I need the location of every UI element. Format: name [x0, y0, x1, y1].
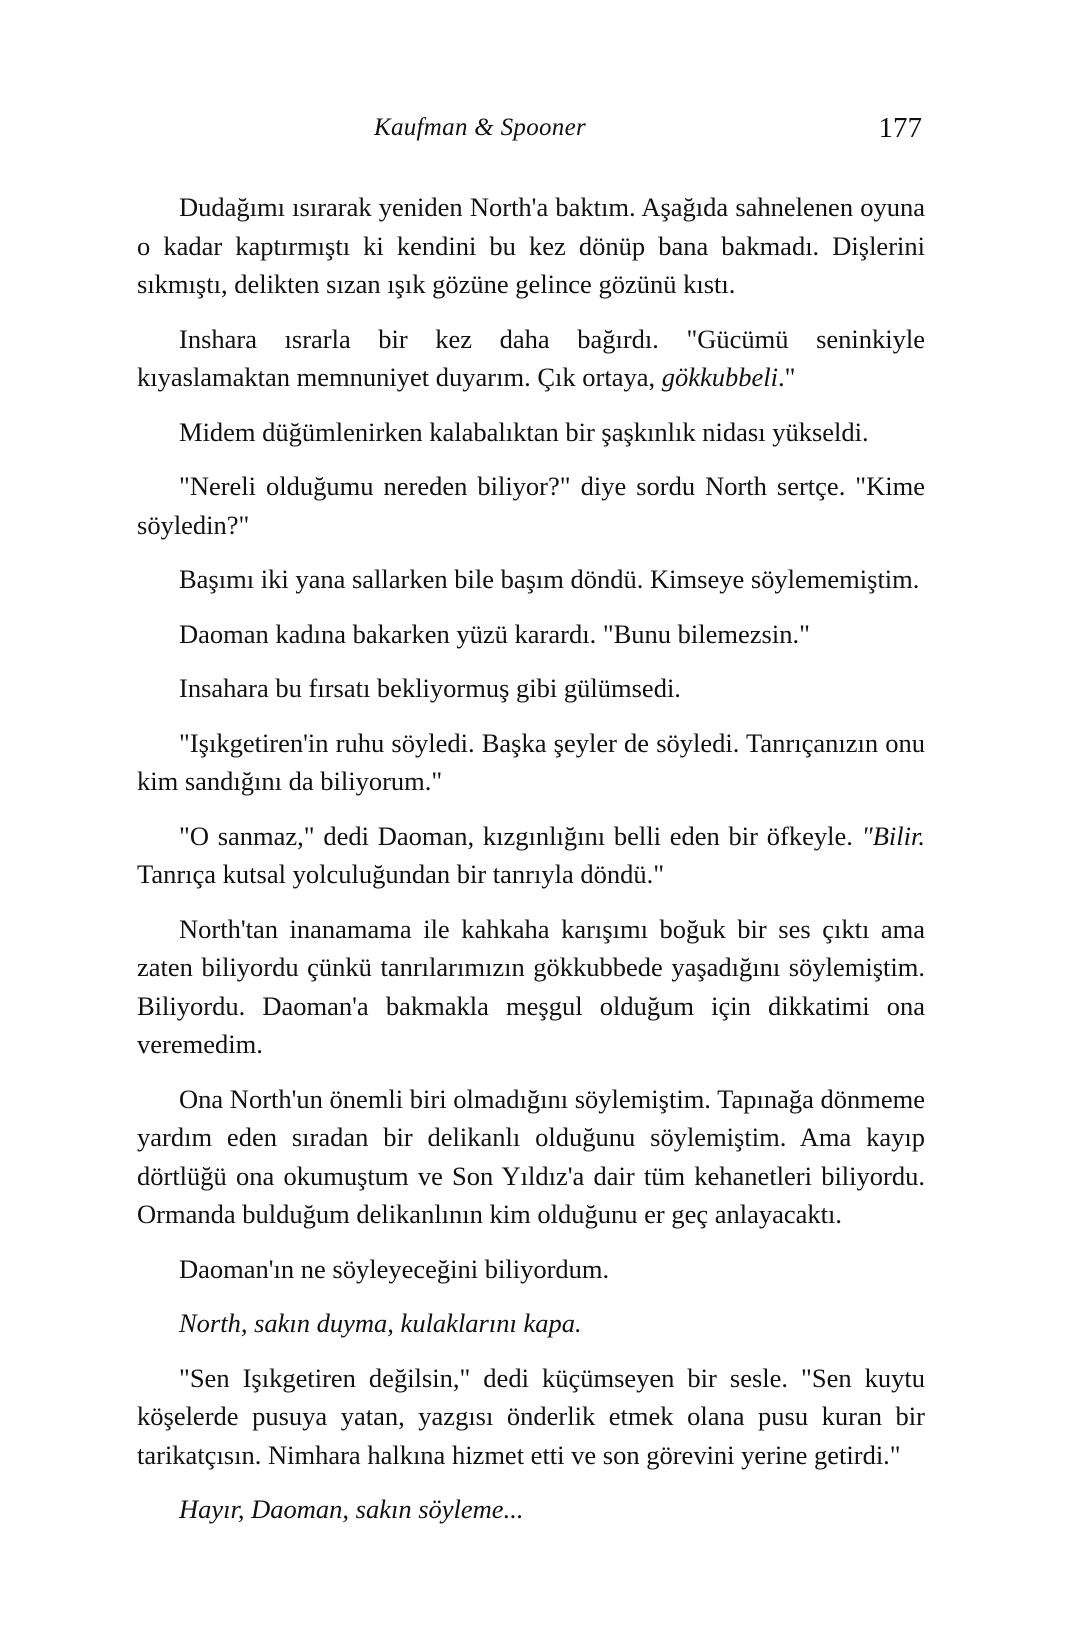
paragraph: Başımı iki yana sallarken bile başım döndü. Kimseye söylememiştim. — [179, 564, 920, 594]
paragraph: Midem düğümlenirken kalabalıktan bir şaşkınlık nidası yükseldi. — [179, 416, 869, 447]
emphasis-text: gökkubbeli — [661, 362, 778, 392]
paragraph: Dudağımı ısırarak yeniden North'a baktım. Aşağıda sahnelenen oyuna o kadar kaptırmıştı ki kendini bu kez dönüp bana bakmadı. Dişlerini sıkmıştı, delikten sızan ışık gözüne gelince gözünü kıstı. — [137, 192, 925, 299]
paragraph: "Nereli olduğumu nereden biliyor?" diye sordu North sertçe. "Kime söyledin?" — [137, 471, 925, 540]
paragraph: Daoman'ın ne söyleyeceğini biliyordum. — [179, 1253, 610, 1284]
paragraph — [137, 320, 925, 397]
italic-thought: North, sakın duyma, kulaklarını kapa. — [179, 1308, 582, 1338]
paragraph-text: "O sanmaz," dedi Daoman, kızgınlığını belli eden bir öfkeyle. — [179, 820, 862, 851]
emphasis-text: "Bilir. — [861, 820, 925, 851]
body-text — [137, 188, 925, 1545]
paragraph-text: Tanrıça kutsal yolculuğundan bir tanrıyla döndü." — [137, 859, 665, 889]
paragraph: "Işıkgetiren'in ruhu söyledi. Başka şeyler de söyledi. Tanrıçanızın onu kim sandığını da biliyorum." — [137, 727, 925, 796]
paragraph-text: Inshara ısrarla bir kez daha bağırdı. "Gücümü seninkiyle kıyaslamaktan memnuniyet duyarım. Çık ortaya, — [137, 323, 925, 392]
page-number: 177 — [878, 112, 922, 144]
paragraph: "Sen Işıkgetiren değilsin," dedi küçümseyen bir sesle. "Sen kuytu köşelerde pusuya yatan, yazgısı önderlik etmek olana pusu kuran bir tarikatçısın. Nimhara halkına hizmet etti ve son görevini yerine getirdi." — [137, 1362, 925, 1470]
paragraph — [137, 817, 925, 894]
paragraph: North'tan inanamama ile kahkaha karışımı boğuk bir ses çıktı ama zaten biliyordu çünkü tanrılarımızın gökkubbede yaşadığını söylemiştim. Biliyordu. Daoman'a bakmakla meşgul olduğum için dikkatimi ona veremedim. — [137, 913, 925, 1059]
paragraph: Ona North'un önemli biri olmadığını söylemiştim. Tapınağa dönmeme yardım eden sıradan bir delikanlı olduğunu söylemiştim. Ama kayıp dörtlüğü ona okumuştum ve Son Yıldız'a dair tüm kehanetleri biliyordu. Ormanda bulduğum delikanlının kim olduğunu er geç anlayacaktı. — [137, 1083, 925, 1229]
paragraph: Insahara bu fırsatı bekliyormuş gibi gülümsedi. — [179, 673, 681, 703]
running-head: Kaufman & Spooner — [373, 114, 587, 141]
italic-thought: Hayır, Daoman, sakın söyleme... — [179, 1494, 524, 1524]
paragraph: Daoman kadına bakarken yüzü karardı. "Bunu bilemezsin." — [179, 618, 810, 649]
paragraph-text: ." — [778, 362, 796, 392]
